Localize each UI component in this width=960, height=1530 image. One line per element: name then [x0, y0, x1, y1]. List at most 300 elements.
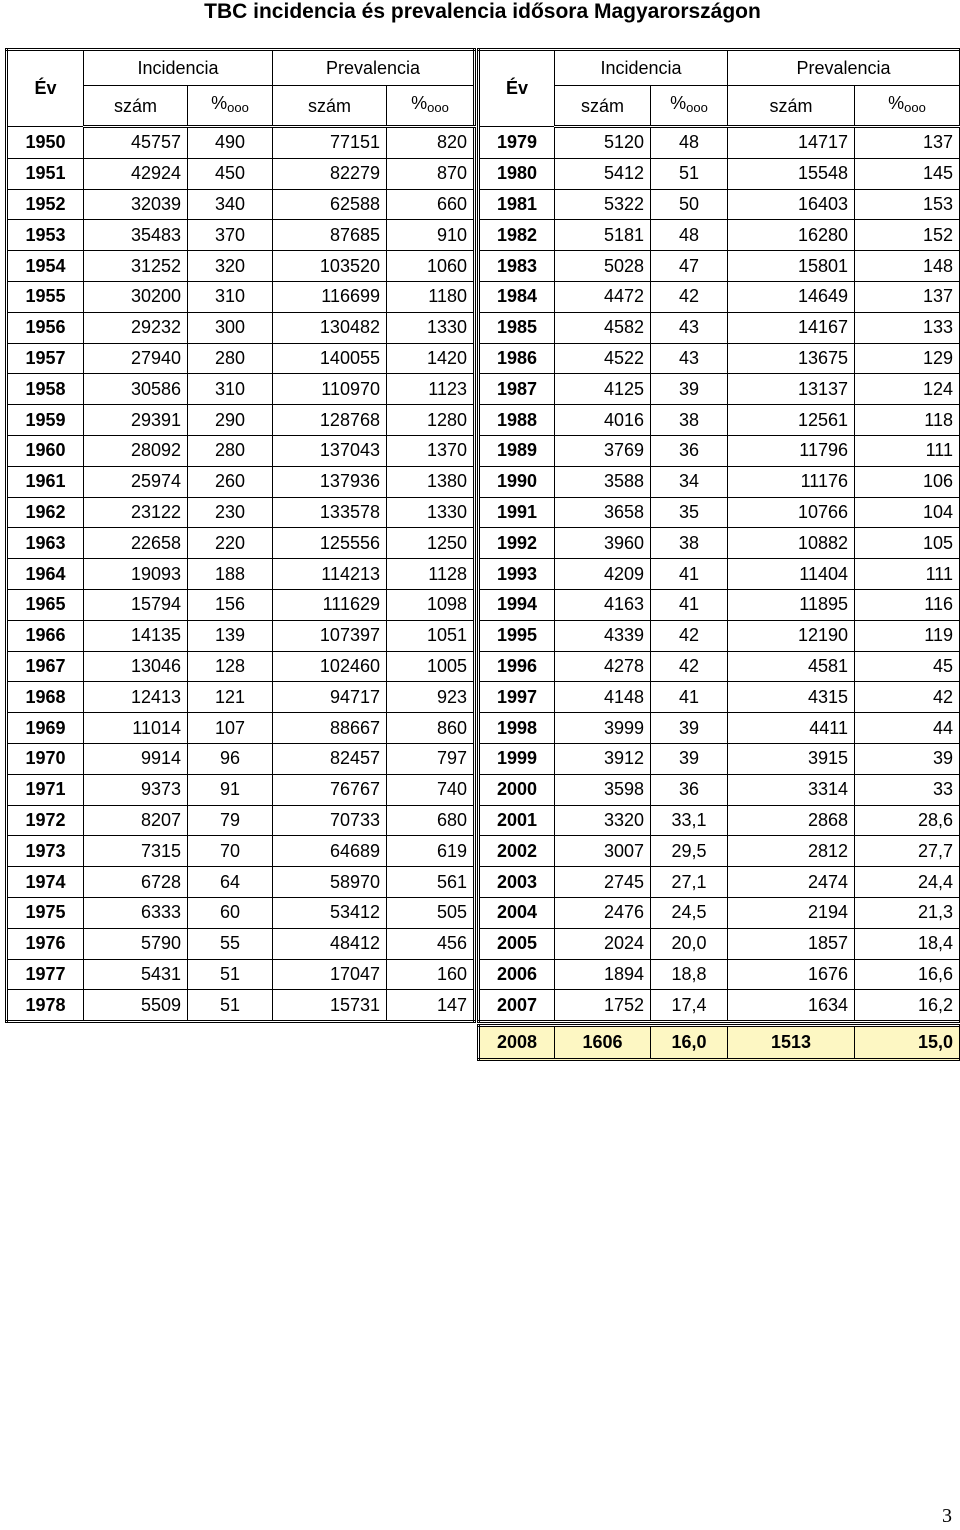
- cell-incidence-count: 30200: [84, 281, 188, 312]
- header-incidence-rate: $\%_{ooo}$: [651, 86, 728, 127]
- cell-incidence-count: 2024: [555, 928, 651, 959]
- cell-incidence-rate: 107: [188, 713, 273, 744]
- cell-incidence-count: 9914: [84, 743, 188, 774]
- cell-prevalence-count: 58970: [273, 867, 387, 898]
- cell-incidence-rate: 370: [188, 220, 273, 251]
- cell-year: 1996: [479, 651, 555, 682]
- cell-incidence-rate: 340: [188, 189, 273, 220]
- cell-year: 1979: [479, 127, 555, 159]
- table-row: [479, 928, 960, 959]
- cell-prevalence-rate: 148: [855, 251, 960, 282]
- cell-prevalence-count: 110970: [273, 374, 387, 405]
- tbc-table-left: [5, 48, 476, 1023]
- cell-year: 1988: [479, 405, 555, 436]
- cell-incidence-count: 4125: [555, 374, 651, 405]
- table-row: [7, 589, 475, 620]
- cell-prevalence-count: 10766: [728, 497, 855, 528]
- cell-prevalence-rate: 147: [387, 990, 475, 1022]
- cell-incidence-count: 29391: [84, 405, 188, 436]
- cell-incidence-rate: 29,5: [651, 836, 728, 867]
- cell-prevalence-rate: 152: [855, 220, 960, 251]
- cell-year: 1968: [7, 682, 84, 713]
- table-row: [7, 620, 475, 651]
- cell-incidence-rate: 139: [188, 620, 273, 651]
- table-row: [479, 713, 960, 744]
- cell-prevalence-rate: 27,7: [855, 836, 960, 867]
- cell-prevalence-rate: 24,4: [855, 867, 960, 898]
- cell-incidence-count: 3912: [555, 743, 651, 774]
- cell-incidence-rate: 91: [188, 774, 273, 805]
- table-row: [479, 620, 960, 651]
- cell-incidence-count: 2476: [555, 897, 651, 928]
- cell-prevalence-count: 94717: [273, 682, 387, 713]
- table-row: [7, 281, 475, 312]
- cell-incidence-count: 3769: [555, 435, 651, 466]
- cell-year: 2002: [479, 836, 555, 867]
- cell-incidence-rate: 42: [651, 281, 728, 312]
- cell-incidence-count: 4209: [555, 559, 651, 590]
- cell-prevalence-count: 70733: [273, 805, 387, 836]
- cell-prevalence-count: 11404: [728, 559, 855, 590]
- cell-year: 1951: [7, 158, 84, 189]
- table-row: [7, 435, 475, 466]
- page-number: 3: [942, 1505, 952, 1527]
- cell-year: 1958: [7, 374, 84, 405]
- cell-prevalence-count: 140055: [273, 343, 387, 374]
- cell-incidence-rate: 47: [651, 251, 728, 282]
- cell-prevalence-rate: 797: [387, 743, 475, 774]
- cell-incidence-count: 3320: [555, 805, 651, 836]
- cell-prevalence-count: 2474: [728, 867, 855, 898]
- cell-year: 1998: [479, 713, 555, 744]
- table-row: [479, 528, 960, 559]
- cell-year: 1986: [479, 343, 555, 374]
- cell-year: 1953: [7, 220, 84, 251]
- cell-prevalence-count: 12561: [728, 405, 855, 436]
- table-row: [479, 220, 960, 251]
- cell-incidence-rate: 48: [651, 220, 728, 251]
- table-row: [7, 220, 475, 251]
- header-prevalence-count: szám: [273, 86, 387, 127]
- cell-year: 1983: [479, 251, 555, 282]
- cell-incidence-count: 9373: [84, 774, 188, 805]
- header-prevalence: Prevalencia: [728, 50, 960, 86]
- table-row: [7, 343, 475, 374]
- cell-year: 1964: [7, 559, 84, 590]
- cell-prevalence-rate: 923: [387, 682, 475, 713]
- cell-year: 1991: [479, 497, 555, 528]
- cell-year: 2006: [479, 959, 555, 990]
- table-row: [7, 651, 475, 682]
- cell-incidence-count: 5431: [84, 959, 188, 990]
- highlight-prevalence-count: 1513: [728, 1026, 855, 1060]
- table-row: [7, 713, 475, 744]
- cell-prevalence-rate: 44: [855, 713, 960, 744]
- cell-prevalence-count: 130482: [273, 312, 387, 343]
- cell-prevalence-count: 14167: [728, 312, 855, 343]
- cell-incidence-rate: 188: [188, 559, 273, 590]
- table-row: [479, 559, 960, 590]
- table-body-right: [479, 127, 960, 1022]
- cell-prevalence-rate: 1370: [387, 435, 475, 466]
- table-row: [479, 158, 960, 189]
- cell-year: 1981: [479, 189, 555, 220]
- header-year: Év: [479, 50, 555, 127]
- cell-incidence-count: 4016: [555, 405, 651, 436]
- cell-incidence-count: 11014: [84, 713, 188, 744]
- cell-prevalence-rate: 1123: [387, 374, 475, 405]
- table-row: [7, 743, 475, 774]
- cell-prevalence-count: 15548: [728, 158, 855, 189]
- cell-year: 1956: [7, 312, 84, 343]
- cell-prevalence-count: 15731: [273, 990, 387, 1022]
- cell-incidence-rate: 17,4: [651, 990, 728, 1022]
- cell-prevalence-rate: 116: [855, 589, 960, 620]
- table-row: [479, 774, 960, 805]
- cell-incidence-count: 32039: [84, 189, 188, 220]
- cell-incidence-count: 3960: [555, 528, 651, 559]
- cell-prevalence-count: 62588: [273, 189, 387, 220]
- cell-incidence-rate: 39: [651, 743, 728, 774]
- cell-prevalence-count: 77151: [273, 127, 387, 159]
- cell-incidence-rate: 310: [188, 281, 273, 312]
- cell-prevalence-count: 11796: [728, 435, 855, 466]
- cell-incidence-count: 4278: [555, 651, 651, 682]
- cell-prevalence-rate: 18,4: [855, 928, 960, 959]
- header-incidence-count: szám: [84, 86, 188, 127]
- cell-prevalence-rate: 1098: [387, 589, 475, 620]
- cell-prevalence-count: 103520: [273, 251, 387, 282]
- cell-year: 2005: [479, 928, 555, 959]
- cell-incidence-count: 4582: [555, 312, 651, 343]
- cell-prevalence-count: 16403: [728, 189, 855, 220]
- cell-incidence-count: 42924: [84, 158, 188, 189]
- cell-incidence-rate: 33,1: [651, 805, 728, 836]
- highlight-row-table: [477, 1024, 960, 1061]
- cell-incidence-count: 31252: [84, 251, 188, 282]
- cell-year: 1969: [7, 713, 84, 744]
- cell-year: 1977: [7, 959, 84, 990]
- cell-prevalence-count: 3314: [728, 774, 855, 805]
- cell-incidence-rate: 280: [188, 435, 273, 466]
- cell-year: 1966: [7, 620, 84, 651]
- cell-incidence-rate: 450: [188, 158, 273, 189]
- highlight-incidence-count: 1606: [555, 1026, 651, 1060]
- cell-year: 1962: [7, 497, 84, 528]
- cell-prevalence-count: 1676: [728, 959, 855, 990]
- cell-prevalence-rate: 910: [387, 220, 475, 251]
- cell-incidence-count: 3588: [555, 466, 651, 497]
- table-row: [479, 805, 960, 836]
- cell-incidence-rate: 220: [188, 528, 273, 559]
- cell-incidence-count: 3999: [555, 713, 651, 744]
- cell-prevalence-rate: 153: [855, 189, 960, 220]
- cell-prevalence-count: 82279: [273, 158, 387, 189]
- cell-prevalence-rate: 1380: [387, 466, 475, 497]
- cell-prevalence-count: 137936: [273, 466, 387, 497]
- cell-incidence-rate: 38: [651, 528, 728, 559]
- table-row: [479, 251, 960, 282]
- cell-year: 1982: [479, 220, 555, 251]
- highlight-year: 2008: [479, 1026, 555, 1060]
- table-row: [7, 497, 475, 528]
- cell-year: 1990: [479, 466, 555, 497]
- cell-incidence-count: 4522: [555, 343, 651, 374]
- table-row: [479, 867, 960, 898]
- table-row: [7, 189, 475, 220]
- table-row: [479, 897, 960, 928]
- cell-prevalence-rate: 1005: [387, 651, 475, 682]
- cell-incidence-count: 45757: [84, 127, 188, 159]
- cell-incidence-count: 35483: [84, 220, 188, 251]
- header-prevalence: Prevalencia: [273, 50, 475, 86]
- cell-prevalence-rate: 16,2: [855, 990, 960, 1022]
- cell-incidence-rate: 260: [188, 466, 273, 497]
- cell-prevalence-count: 3915: [728, 743, 855, 774]
- cell-incidence-count: 29232: [84, 312, 188, 343]
- table-row: [479, 435, 960, 466]
- cell-prevalence-rate: 1280: [387, 405, 475, 436]
- table-row: [7, 897, 475, 928]
- highlight-incidence-rate: 16,0: [651, 1026, 728, 1060]
- cell-prevalence-count: 14717: [728, 127, 855, 159]
- cell-incidence-count: 12413: [84, 682, 188, 713]
- cell-year: 2003: [479, 867, 555, 898]
- cell-prevalence-rate: 680: [387, 805, 475, 836]
- cell-prevalence-rate: 111: [855, 559, 960, 590]
- cell-incidence-rate: 35: [651, 497, 728, 528]
- cell-year: 1965: [7, 589, 84, 620]
- cell-incidence-rate: 20,0: [651, 928, 728, 959]
- table-row: [7, 559, 475, 590]
- cell-prevalence-count: 2194: [728, 897, 855, 928]
- table-row: [479, 836, 960, 867]
- table-body-left: [7, 127, 475, 1022]
- cell-year: 1975: [7, 897, 84, 928]
- table-row: [479, 651, 960, 682]
- cell-incidence-rate: 490: [188, 127, 273, 159]
- cell-incidence-rate: 51: [651, 158, 728, 189]
- cell-incidence-count: 4339: [555, 620, 651, 651]
- cell-incidence-rate: 36: [651, 774, 728, 805]
- table-row: [7, 466, 475, 497]
- cell-incidence-count: 5181: [555, 220, 651, 251]
- cell-prevalence-rate: 660: [387, 189, 475, 220]
- cell-year: 1992: [479, 528, 555, 559]
- tbc-table-right: [477, 48, 960, 1023]
- cell-year: 2000: [479, 774, 555, 805]
- cell-incidence-count: 2745: [555, 867, 651, 898]
- cell-year: 1967: [7, 651, 84, 682]
- cell-prevalence-rate: 160: [387, 959, 475, 990]
- cell-incidence-rate: 43: [651, 312, 728, 343]
- cell-incidence-count: 6728: [84, 867, 188, 898]
- cell-year: 1954: [7, 251, 84, 282]
- cell-incidence-rate: 41: [651, 559, 728, 590]
- cell-incidence-rate: 51: [188, 990, 273, 1022]
- table-row: [7, 990, 475, 1022]
- cell-prevalence-count: 1857: [728, 928, 855, 959]
- table-row: [479, 497, 960, 528]
- table-row: [479, 589, 960, 620]
- cell-prevalence-count: 53412: [273, 897, 387, 928]
- cell-prevalence-count: 64689: [273, 836, 387, 867]
- cell-prevalence-rate: 1180: [387, 281, 475, 312]
- cell-prevalence-count: 1634: [728, 990, 855, 1022]
- cell-incidence-count: 30586: [84, 374, 188, 405]
- cell-prevalence-rate: 42: [855, 682, 960, 713]
- cell-incidence-rate: 70: [188, 836, 273, 867]
- cell-prevalence-rate: 28,6: [855, 805, 960, 836]
- table-row: [7, 528, 475, 559]
- cell-prevalence-rate: 1051: [387, 620, 475, 651]
- cell-incidence-count: 3007: [555, 836, 651, 867]
- cell-incidence-rate: 34: [651, 466, 728, 497]
- cell-year: 2001: [479, 805, 555, 836]
- header-incidence-count: szám: [555, 86, 651, 127]
- cell-prevalence-count: 17047: [273, 959, 387, 990]
- table-row: [479, 682, 960, 713]
- cell-incidence-rate: 48: [651, 127, 728, 159]
- cell-prevalence-count: 114213: [273, 559, 387, 590]
- cell-prevalence-count: 4315: [728, 682, 855, 713]
- cell-incidence-count: 4148: [555, 682, 651, 713]
- cell-incidence-rate: 41: [651, 589, 728, 620]
- header-incidence-rate: $\%_{ooo}$: [188, 86, 273, 127]
- header-incidence: Incidencia: [555, 50, 728, 86]
- cell-prevalence-rate: 133: [855, 312, 960, 343]
- table-row: [7, 774, 475, 805]
- cell-prevalence-rate: 111: [855, 435, 960, 466]
- header-year: Év: [7, 50, 84, 127]
- cell-prevalence-count: 107397: [273, 620, 387, 651]
- table-row: [7, 928, 475, 959]
- cell-year: 1963: [7, 528, 84, 559]
- cell-prevalence-rate: 1250: [387, 528, 475, 559]
- cell-prevalence-rate: 137: [855, 281, 960, 312]
- cell-incidence-rate: 121: [188, 682, 273, 713]
- cell-year: 1961: [7, 466, 84, 497]
- page-title: TBC incidencia és prevalencia idősora Magyarországon: [204, 0, 761, 23]
- cell-incidence-rate: 42: [651, 651, 728, 682]
- cell-prevalence-rate: 456: [387, 928, 475, 959]
- cell-incidence-count: 5412: [555, 158, 651, 189]
- cell-incidence-rate: 27,1: [651, 867, 728, 898]
- cell-prevalence-count: 88667: [273, 713, 387, 744]
- cell-prevalence-rate: 106: [855, 466, 960, 497]
- cell-incidence-rate: 50: [651, 189, 728, 220]
- cell-prevalence-count: 111629: [273, 589, 387, 620]
- cell-prevalence-rate: 124: [855, 374, 960, 405]
- cell-prevalence-rate: 870: [387, 158, 475, 189]
- cell-prevalence-count: 10882: [728, 528, 855, 559]
- cell-incidence-rate: 39: [651, 713, 728, 744]
- cell-incidence-count: 23122: [84, 497, 188, 528]
- cell-incidence-rate: 41: [651, 682, 728, 713]
- cell-prevalence-count: 11176: [728, 466, 855, 497]
- table-row: [479, 281, 960, 312]
- table-row: [479, 343, 960, 374]
- cell-prevalence-count: 4411: [728, 713, 855, 744]
- cell-prevalence-rate: 1060: [387, 251, 475, 282]
- cell-prevalence-count: 4581: [728, 651, 855, 682]
- cell-incidence-rate: 18,8: [651, 959, 728, 990]
- cell-incidence-count: 3658: [555, 497, 651, 528]
- cell-incidence-rate: 24,5: [651, 897, 728, 928]
- cell-year: 1987: [479, 374, 555, 405]
- cell-prevalence-count: 102460: [273, 651, 387, 682]
- cell-year: 1980: [479, 158, 555, 189]
- cell-incidence-rate: 290: [188, 405, 273, 436]
- cell-incidence-count: 1752: [555, 990, 651, 1022]
- table-row: [479, 743, 960, 774]
- cell-prevalence-count: 137043: [273, 435, 387, 466]
- cell-incidence-rate: 42: [651, 620, 728, 651]
- cell-incidence-rate: 310: [188, 374, 273, 405]
- cell-incidence-count: 5120: [555, 127, 651, 159]
- table-row: [7, 805, 475, 836]
- table-row: [479, 990, 960, 1022]
- header-prevalence-rate: $\%_{ooo}$: [387, 86, 475, 127]
- cell-prevalence-rate: 1330: [387, 497, 475, 528]
- cell-incidence-count: 1894: [555, 959, 651, 990]
- cell-prevalence-count: 12190: [728, 620, 855, 651]
- cell-incidence-rate: 300: [188, 312, 273, 343]
- cell-prevalence-count: 48412: [273, 928, 387, 959]
- cell-year: 1995: [479, 620, 555, 651]
- table-row: [479, 466, 960, 497]
- cell-incidence-count: 5509: [84, 990, 188, 1022]
- table-row: [479, 127, 960, 159]
- table-row: [479, 374, 960, 405]
- cell-incidence-count: 27940: [84, 343, 188, 374]
- table-row: [7, 251, 475, 282]
- table-row: [7, 312, 475, 343]
- cell-incidence-rate: 60: [188, 897, 273, 928]
- table-row: [479, 405, 960, 436]
- cell-prevalence-rate: 104: [855, 497, 960, 528]
- cell-incidence-rate: 96: [188, 743, 273, 774]
- cell-incidence-rate: 39: [651, 374, 728, 405]
- cell-incidence-rate: 64: [188, 867, 273, 898]
- cell-incidence-count: 4163: [555, 589, 651, 620]
- cell-prevalence-rate: 740: [387, 774, 475, 805]
- table-row: [7, 682, 475, 713]
- cell-prevalence-count: 16280: [728, 220, 855, 251]
- cell-incidence-count: 8207: [84, 805, 188, 836]
- cell-prevalence-rate: 16,6: [855, 959, 960, 990]
- table-row: [7, 959, 475, 990]
- cell-year: 1957: [7, 343, 84, 374]
- cell-prevalence-rate: 1420: [387, 343, 475, 374]
- cell-incidence-count: 28092: [84, 435, 188, 466]
- cell-year: 1950: [7, 127, 84, 159]
- cell-incidence-count: 22658: [84, 528, 188, 559]
- table-row: [7, 836, 475, 867]
- cell-year: 1999: [479, 743, 555, 774]
- cell-year: 2004: [479, 897, 555, 928]
- cell-incidence-count: 19093: [84, 559, 188, 590]
- cell-year: 1959: [7, 405, 84, 436]
- cell-prevalence-count: 2812: [728, 836, 855, 867]
- cell-year: 1994: [479, 589, 555, 620]
- cell-year: 1974: [7, 867, 84, 898]
- cell-year: 1989: [479, 435, 555, 466]
- cell-incidence-rate: 128: [188, 651, 273, 682]
- header-incidence: Incidencia: [84, 50, 273, 86]
- cell-prevalence-count: 82457: [273, 743, 387, 774]
- table-row: [7, 405, 475, 436]
